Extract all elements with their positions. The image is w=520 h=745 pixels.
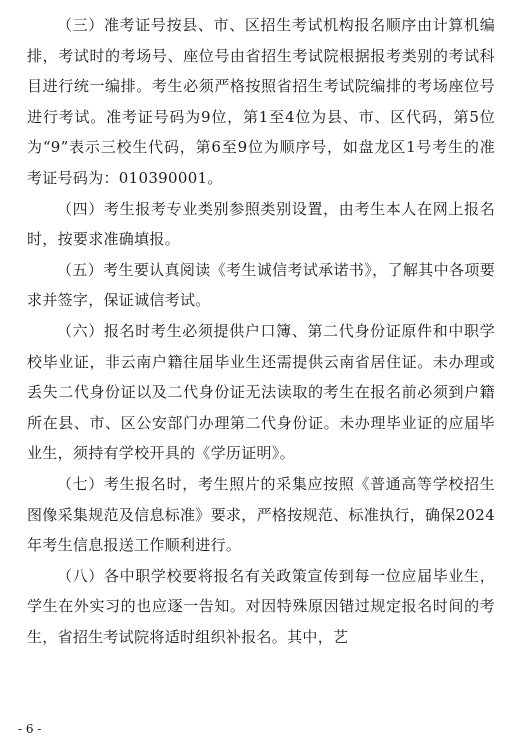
paragraph-item-3: （三）准考证号按县、市、区招生考试机构报名顺序由计算机编排，考试时的考场号、座位号由省招生考试院根据报考类别的考试科目进行统一编排。考生必须严格按照省招生考试院编排的考场座位号进行考试。准考证号码为9位，第1至4位为县、市、区代码，第5位为“9”表示三校生代码，第6至9位为顺序号，如盘龙区1号考生的准考证号码为：010390001。	[27, 16, 495, 187]
paragraph-item-8: （八）各中职学校要将报名有关政策宣传到每一位应届毕业生，学生在外实习的也应逐一告知。对因特殊原因错过规定报名时间的考生，省招生考试院将适时组织补报名。其中，艺	[27, 566, 495, 646]
page-number: - 6 -	[18, 722, 42, 736]
paragraph-item-7: （七）考生报名时，考生照片的采集应按照《普通高等学校招生图像采集规范及信息标准》要求，严格按规范、标准执行，确保2024年考生信息报送工作顺利进行。	[27, 474, 495, 555]
paragraph-item-5: （五）考生要认真阅读《考生诚信考试承诺书》，了解其中各项要求并签字，保证诚信考试。	[27, 260, 495, 310]
paragraph-item-4: （四）考生报考专业类别参照类别设置，由考生本人在网上报名时，按要求准确填报。	[27, 199, 495, 249]
paragraph-item-6: （六）报名时考生必须提供户口簿、第二代身份证原件和中职学校毕业证，非云南户籍往届毕业生还需提供云南省居住证。未办理或丢失二代身份证以及二代身份证无法读取的考生在报名前必须到户籍所在县、市、区公安部门办理第二代身份证。未办理毕业证的应届毕业生，须持有学校开具的《学历证明》。	[27, 321, 495, 463]
document-body	[27, 10, 495, 652]
